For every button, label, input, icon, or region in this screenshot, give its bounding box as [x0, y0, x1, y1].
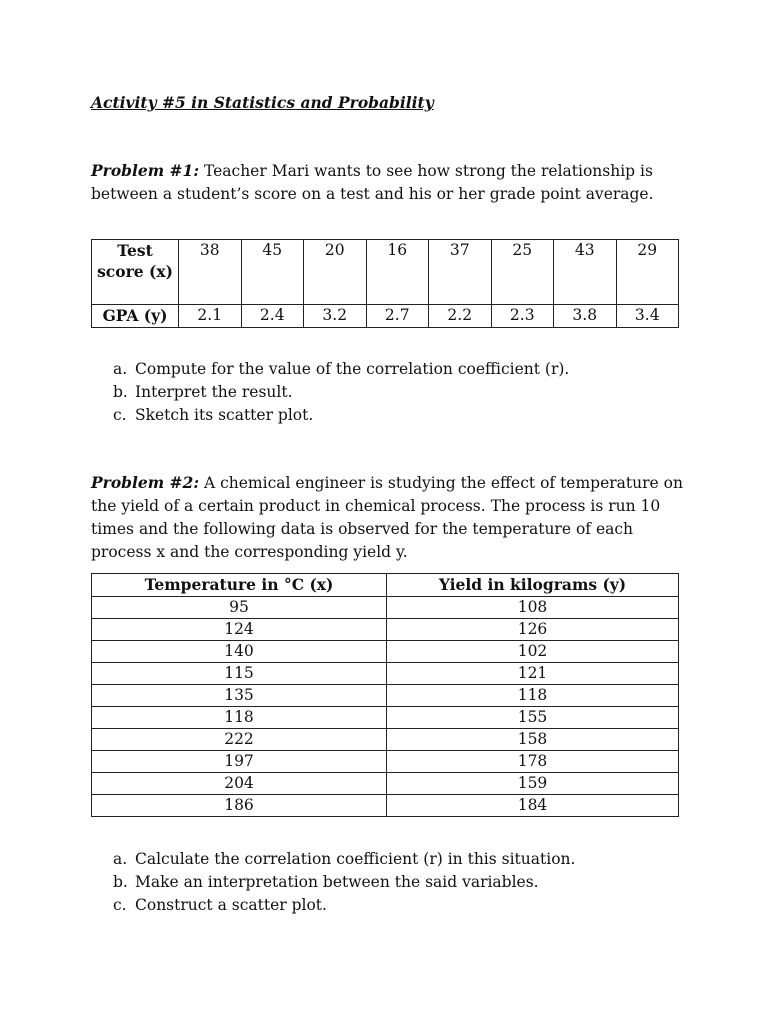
- problem2-tasks: [113, 848, 575, 917]
- table-cell: 178: [387, 751, 679, 773]
- row-header-test-score: Test score (x): [92, 240, 179, 305]
- column-header-temperature: Temperature in °C (x): [92, 574, 387, 597]
- table-cell: 140: [92, 641, 387, 663]
- problem1-text: Teacher Mari wants to see how strong the relationship is between a student’s score on a test and his or her grade point average.: [91, 162, 654, 203]
- table-cell: 184: [387, 795, 679, 817]
- table-cell-y: 2.2: [429, 305, 492, 328]
- table-row-y: [92, 305, 679, 328]
- table-cell: 115: [92, 663, 387, 685]
- table-cell: 197: [92, 751, 387, 773]
- table-cell-y: 2.7: [366, 305, 429, 328]
- table-row: [92, 751, 679, 773]
- table-cell: 186: [92, 795, 387, 817]
- problem1-table: [91, 239, 679, 328]
- table-cell-x: 16: [366, 240, 429, 305]
- table-row: [92, 663, 679, 685]
- problem2-label: Problem #2:: [91, 473, 200, 492]
- problem2-table: [91, 573, 679, 817]
- table-row: [92, 619, 679, 641]
- table-cell-y: 2.3: [491, 305, 554, 328]
- table-cell-x: 25: [491, 240, 554, 305]
- table-cell: 158: [387, 729, 679, 751]
- table-cell: 118: [92, 707, 387, 729]
- table-cell: 118: [387, 685, 679, 707]
- list-item: c. Sketch its scatter plot.: [113, 406, 314, 424]
- list-item: c. Construct a scatter plot.: [113, 896, 327, 914]
- table-row: [92, 773, 679, 795]
- table-cell-x: 43: [554, 240, 617, 305]
- table-row: [92, 641, 679, 663]
- problem1-tasks: [113, 358, 569, 427]
- problem2-text: A chemical engineer is studying the effect of temperature on the yield of a certain product in chemical process. The process is run 10 times and the following data is observed for the temperature of each process x and the corresponding yield y.: [91, 474, 683, 561]
- table-cell-x: 45: [241, 240, 304, 305]
- table-cell: 222: [92, 729, 387, 751]
- list-item: b. Make an interpretation between the said variables.: [113, 873, 539, 891]
- table-cell-x: 20: [304, 240, 367, 305]
- list-item: b. Interpret the result.: [113, 383, 293, 401]
- table-cell: 155: [387, 707, 679, 729]
- table-row: [92, 795, 679, 817]
- problem1-label: Problem #1:: [91, 161, 200, 180]
- row-header-gpa: GPA (y): [92, 305, 179, 328]
- table-row: [92, 707, 679, 729]
- table-row: [92, 729, 679, 751]
- table-cell: 159: [387, 773, 679, 795]
- problem2-statement: [91, 471, 691, 564]
- table-cell-y: 3.8: [554, 305, 617, 328]
- table-row: [92, 597, 679, 619]
- table-row: [92, 685, 679, 707]
- table-header-row: [92, 574, 679, 597]
- table-cell: 108: [387, 597, 679, 619]
- table-cell-x: 29: [616, 240, 679, 305]
- table-cell: 204: [92, 773, 387, 795]
- table-cell: 126: [387, 619, 679, 641]
- table-cell-y: 3.2: [304, 305, 367, 328]
- table-cell-y: 2.1: [179, 305, 242, 328]
- problem1-statement: [91, 159, 691, 206]
- table-cell-y: 3.4: [616, 305, 679, 328]
- list-item: a. Compute for the value of the correlation coefficient (r).: [113, 360, 570, 378]
- page-title: Activity #5 in Statistics and Probability: [91, 93, 434, 112]
- table-cell-x: 38: [179, 240, 242, 305]
- table-cell-y: 2.4: [241, 305, 304, 328]
- table-cell-x: 37: [429, 240, 492, 305]
- table-row-x: [92, 240, 679, 305]
- table-cell: 102: [387, 641, 679, 663]
- table-cell: 95: [92, 597, 387, 619]
- table-cell: 121: [387, 663, 679, 685]
- table-cell: 124: [92, 619, 387, 641]
- list-item: a. Calculate the correlation coefficient (r) in this situation.: [113, 850, 576, 868]
- table-cell: 135: [92, 685, 387, 707]
- column-header-yield: Yield in kilograms (y): [387, 574, 679, 597]
